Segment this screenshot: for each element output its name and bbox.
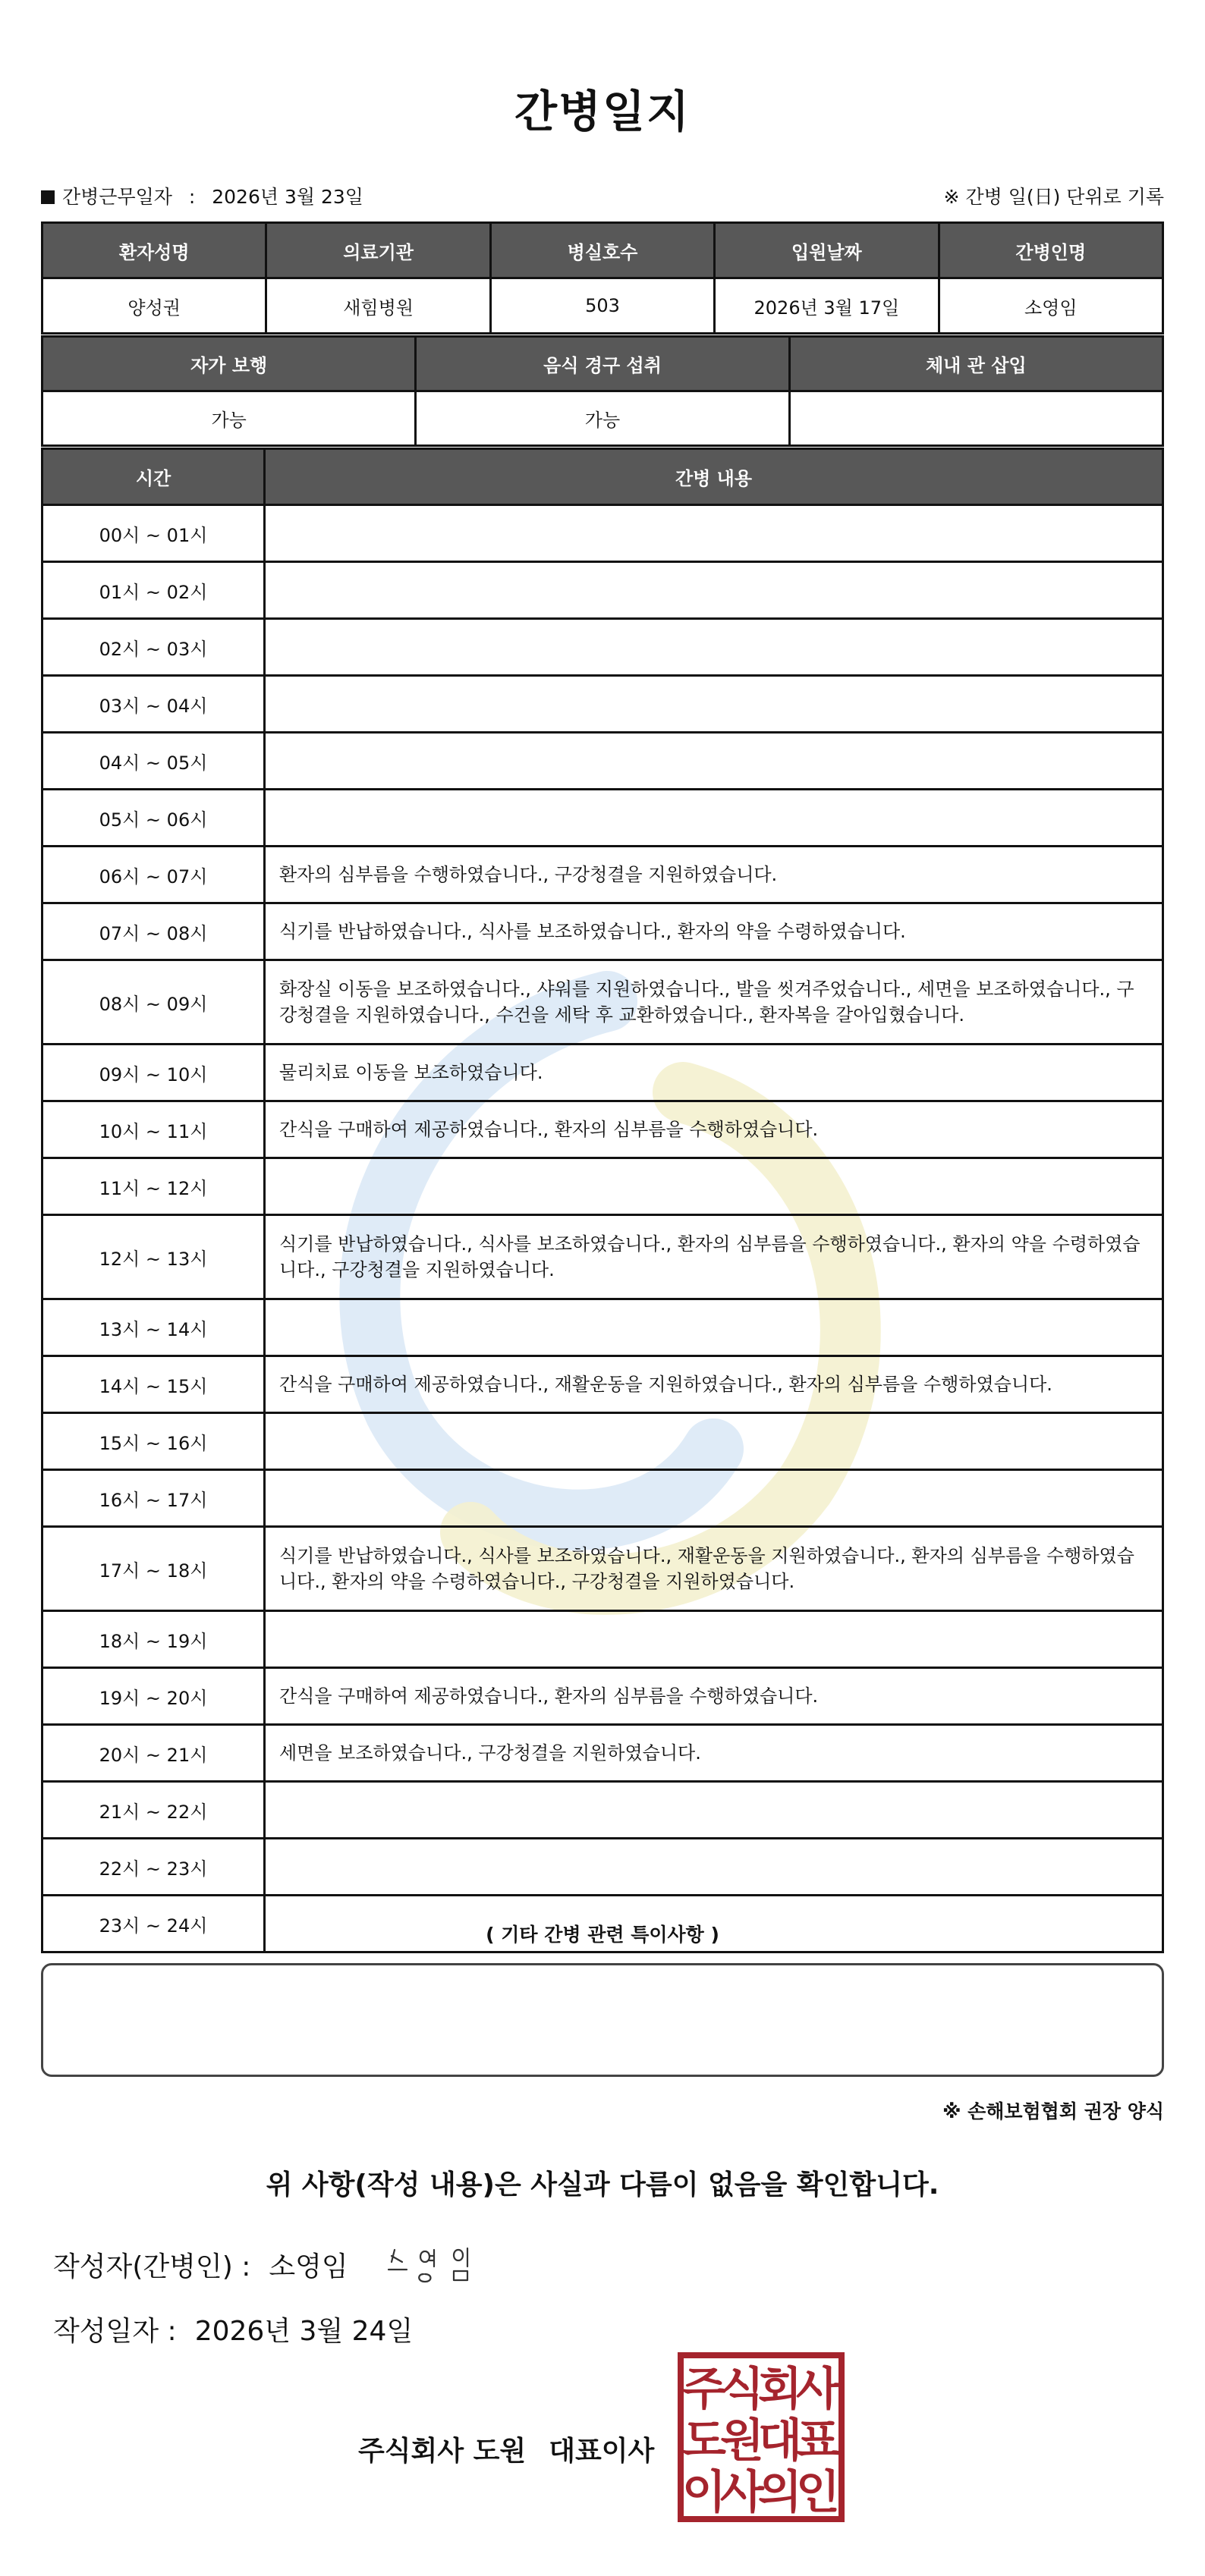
walking-status: 가능 [42, 391, 416, 446]
svg-text:도: 도 [682, 2414, 726, 2468]
log-content [265, 505, 1163, 562]
log-row [42, 1158, 1163, 1215]
written-date-label: 작성일자 : [53, 2316, 177, 2347]
association-note: ※ 손해보험협회 권장 양식 [942, 2100, 1164, 2122]
log-time: 22시 ~ 23시 [42, 1839, 265, 1896]
svg-text:표: 표 [796, 2414, 840, 2468]
company-title: 대표이사 [549, 2436, 655, 2467]
log-time: 10시 ~ 11시 [42, 1101, 265, 1158]
log-row [42, 619, 1163, 676]
log-time: 03시 ~ 04시 [42, 676, 265, 733]
log-row [42, 562, 1163, 619]
status-header: 자가 보행 [42, 337, 416, 391]
company-name: 주식회사 도원 [358, 2436, 527, 2467]
log-row [42, 847, 1163, 903]
log-row [42, 790, 1163, 847]
log-content [265, 676, 1163, 733]
log-content [265, 1158, 1163, 1215]
log-row [42, 505, 1163, 562]
log-row [42, 676, 1163, 733]
log-time: 08시 ~ 09시 [42, 960, 265, 1045]
remarks-label: ( 기타 간병 관련 특이사항 ) [486, 1924, 719, 1946]
svg-text:주: 주 [682, 2363, 726, 2416]
log-row [42, 1215, 1163, 1299]
log-time: 06시 ~ 07시 [42, 847, 265, 903]
patient-header: 간병인명 [939, 223, 1163, 278]
log-content [265, 619, 1163, 676]
log-content [265, 1782, 1163, 1839]
log-row [42, 1839, 1163, 1896]
tube-status [789, 391, 1163, 446]
care-log-table [41, 448, 1164, 1953]
writer-label: 작성자(간병인) : [53, 2251, 251, 2282]
log-time: 09시 ~ 10시 [42, 1045, 265, 1101]
log-row [42, 1611, 1163, 1668]
patient-header: 의료기관 [266, 223, 490, 278]
log-content: 식기를 반납하였습니다., 식사를 보조하였습니다., 환자의 심부름을 수행하였습니다., 환자의 약을 수령하였습니다., 구강청결을 지원하였습니다. [265, 1215, 1163, 1299]
log-time: 19시 ~ 20시 [42, 1668, 265, 1725]
svg-text:사: 사 [720, 2466, 764, 2519]
log-content [265, 1839, 1163, 1896]
log-time: 01시 ~ 02시 [42, 562, 265, 619]
log-content: 환자의 심부름을 수행하였습니다., 구강청결을 지원하였습니다. [265, 847, 1163, 903]
log-time: 14시 ~ 15시 [42, 1356, 265, 1413]
written-date-value: 2026년 3월 24일 [194, 2316, 414, 2347]
log-content [265, 790, 1163, 847]
log-time: 04시 ~ 05시 [42, 733, 265, 790]
log-row [42, 1527, 1163, 1611]
svg-text:인: 인 [796, 2466, 840, 2519]
room-number: 503 [490, 278, 714, 334]
status-header: 음식 경구 섭취 [416, 337, 789, 391]
svg-text:원: 원 [720, 2414, 764, 2468]
log-row [42, 1045, 1163, 1101]
log-time: 12시 ~ 13시 [42, 1215, 265, 1299]
admission-date: 2026년 3월 17일 [715, 278, 939, 334]
svg-text:이: 이 [682, 2466, 726, 2519]
status-header: 체내 관 삽입 [789, 337, 1163, 391]
written-date-line [53, 2310, 413, 2348]
log-time: 16시 ~ 17시 [42, 1470, 265, 1527]
log-time: 17시 ~ 18시 [42, 1527, 265, 1611]
log-content: 식기를 반납하였습니다., 식사를 보조하였습니다., 환자의 약을 수령하였습니다. [265, 903, 1163, 960]
log-time: 13시 ~ 14시 [42, 1299, 265, 1356]
patient-name: 양성권 [42, 278, 266, 334]
log-row [42, 1782, 1163, 1839]
log-time: 15시 ~ 16시 [42, 1413, 265, 1470]
log-row [42, 1413, 1163, 1470]
log-row [42, 1356, 1163, 1413]
document-title: 간병일지 [514, 86, 691, 137]
writer-name: 소영임 [269, 2251, 348, 2282]
log-time: 07시 ~ 08시 [42, 903, 265, 960]
log-content [265, 733, 1163, 790]
log-content: 간식을 구매하여 제공하였습니다., 환자의 심부름을 수행하였습니다. [265, 1101, 1163, 1158]
log-time: 18시 ~ 19시 [42, 1611, 265, 1668]
log-time: 20시 ~ 21시 [42, 1725, 265, 1782]
log-row [42, 960, 1163, 1045]
log-content: 세면을 보조하였습니다., 구강청결을 지원하였습니다. [265, 1725, 1163, 1782]
log-row [42, 903, 1163, 960]
log-row [42, 1101, 1163, 1158]
company-line [358, 2430, 654, 2468]
log-content: 식기를 반납하였습니다., 식사를 보조하였습니다., 재활운동을 지원하였습니다., 환자의 심부름을 수행하였습니다., 환자의 약을 수령하였습니다., 구강청결을 지원하였습니다. [265, 1527, 1163, 1611]
log-time: 02시 ~ 03시 [42, 619, 265, 676]
square-bullet-icon [41, 190, 55, 204]
writer-line [53, 2245, 348, 2284]
log-row [42, 1299, 1163, 1356]
time-header: 시간 [42, 449, 265, 505]
caregiver-name: 소영임 [939, 278, 1163, 334]
record-note: ※ 간병 일(日) 단위로 기록 [943, 186, 1164, 208]
log-time: 23시 ~ 24시 [42, 1896, 265, 1952]
company-seal [677, 2351, 845, 2523]
log-row [42, 1470, 1163, 1527]
svg-text:대: 대 [758, 2414, 802, 2468]
patient-header: 입원날짜 [715, 223, 939, 278]
log-content [265, 562, 1163, 619]
log-time: 11시 ~ 12시 [42, 1158, 265, 1215]
hospital-name: 새힘병원 [266, 278, 490, 334]
log-content: 물리치료 이동을 보조하였습니다. [265, 1045, 1163, 1101]
log-content: 화장실 이동을 보조하였습니다., 샤워를 지원하였습니다., 발을 씻겨주었습니다., 세면을 보조하였습니다., 구강청결을 지원하였습니다., 수건을 세탁 후 교환하였습니다., 환자복을 갈아입혔습니다. [265, 960, 1163, 1045]
log-row [42, 1668, 1163, 1725]
log-time: 21시 ~ 22시 [42, 1782, 265, 1839]
patient-status-table [41, 335, 1164, 447]
log-row [42, 733, 1163, 790]
work-date-value: 2026년 3월 23일 [212, 186, 363, 208]
remarks-box [41, 1963, 1164, 2077]
handwritten-signature [385, 2236, 492, 2289]
content-header: 간병 내용 [265, 449, 1163, 505]
log-content [265, 1299, 1163, 1356]
work-date-separator: : [188, 186, 196, 208]
log-content [265, 1611, 1163, 1668]
svg-text:의: 의 [758, 2466, 802, 2519]
log-content [265, 1413, 1163, 1470]
log-content [265, 1470, 1163, 1527]
patient-info-table [41, 221, 1164, 335]
patient-header: 환자성명 [42, 223, 266, 278]
log-time: 00시 ~ 01시 [42, 505, 265, 562]
log-time: 05시 ~ 06시 [42, 790, 265, 847]
work-date-label: 간병근무일자 [62, 186, 172, 208]
svg-text:식: 식 [720, 2363, 764, 2416]
svg-text:사: 사 [796, 2363, 840, 2416]
oral-intake-status: 가능 [416, 391, 789, 446]
work-date [41, 182, 363, 209]
patient-header: 병실호수 [490, 223, 714, 278]
log-content: 간식을 구매하여 제공하였습니다., 환자의 심부름을 수행하였습니다. [265, 1668, 1163, 1725]
log-content: 간식을 구매하여 제공하였습니다., 재활운동을 지원하였습니다., 환자의 심부름을 수행하였습니다. [265, 1356, 1163, 1413]
confirmation-statement: 위 사항(작성 내용)은 사실과 다름이 없음을 확인합니다. [266, 2169, 939, 2201]
svg-text:회: 회 [758, 2363, 802, 2416]
log-row [42, 1725, 1163, 1782]
